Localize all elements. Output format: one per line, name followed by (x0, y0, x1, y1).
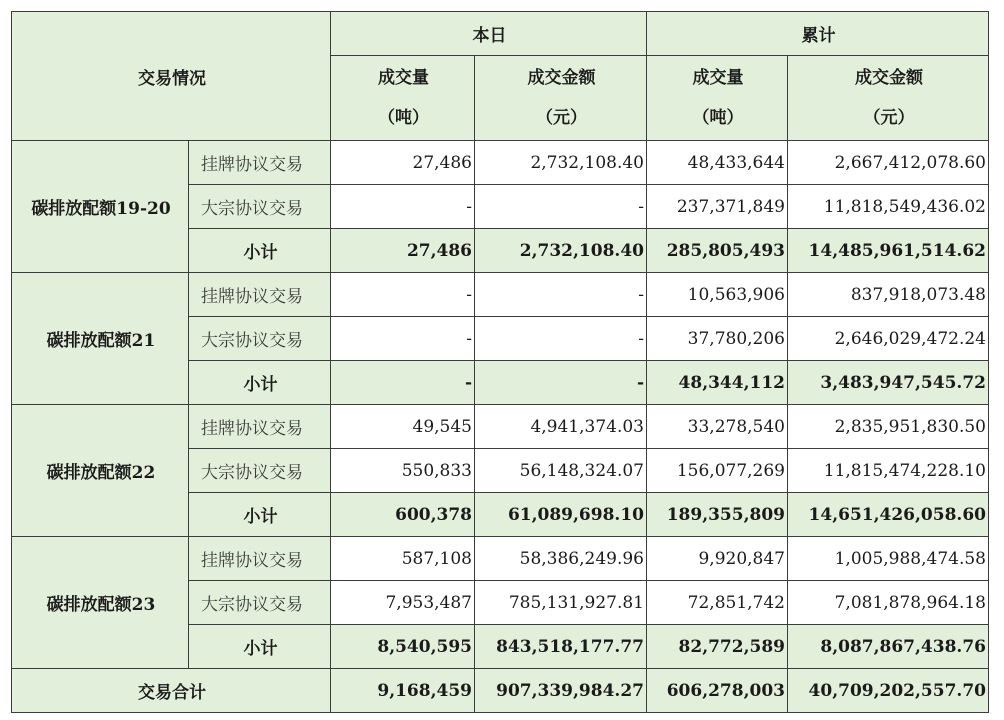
amount-label: 成交金额 (855, 68, 923, 88)
today-amount-cell: - (475, 361, 647, 405)
cumulative-amount-cell: 7,081,878,964.18 (788, 581, 989, 625)
cumulative-volume-cell: 10,563,906 (647, 273, 788, 317)
today-amount-cell: 56,148,324.07 (475, 449, 647, 493)
cumulative-amount-cell: 3,483,947,545.72 (788, 361, 989, 405)
cumulative-volume-cell: 285,805,493 (647, 229, 788, 273)
amount-unit: （元） (863, 108, 915, 128)
today-volume-cell: 600,378 (331, 493, 475, 537)
total-today-amount: 907,339,984.27 (475, 669, 647, 713)
today-volume-cell: - (331, 185, 475, 229)
trade-type-cell: 挂牌协议交易 (189, 141, 331, 185)
trade-type-cell: 挂牌协议交易 (189, 273, 331, 317)
cumulative-amount-cell: 837,918,073.48 (788, 273, 989, 317)
cumulative-volume-cell: 48,344,112 (647, 361, 788, 405)
subtotal-label: 小计 (189, 229, 331, 273)
total-today-volume: 9,168,459 (331, 669, 475, 713)
total-label: 交易合计 (12, 669, 331, 713)
trade-type-cell: 挂牌协议交易 (189, 537, 331, 581)
cumulative-volume-cell: 33,278,540 (647, 405, 788, 449)
cumulative-amount-cell: 2,667,412,078.60 (788, 141, 989, 185)
table-row (12, 273, 989, 317)
today-volume-cell: 550,833 (331, 449, 475, 493)
today-volume-cell: 7,953,487 (331, 581, 475, 625)
table-row (12, 405, 989, 449)
today-amount-cell: 4,941,374.03 (475, 405, 647, 449)
cumulative-volume-cell: 82,772,589 (647, 625, 788, 669)
today-amount-cell: 843,518,177.77 (475, 625, 647, 669)
subtotal-label: 小计 (189, 625, 331, 669)
cumulative-amount-cell: 14,485,961,514.62 (788, 229, 989, 273)
today-volume-cell: 27,486 (331, 141, 475, 185)
today-volume-cell: - (331, 273, 475, 317)
today-amount-cell: 61,089,698.10 (475, 493, 647, 537)
today-amount-cell: - (475, 273, 647, 317)
today-amount-cell: - (475, 185, 647, 229)
today-amount-cell: 2,732,108.40 (475, 141, 647, 185)
group-name-cell: 碳排放配额22 (12, 405, 189, 537)
header-cum-volume (647, 56, 788, 141)
header-today-amount (475, 56, 647, 141)
today-volume-cell: - (331, 317, 475, 361)
header-row-1 (12, 12, 989, 56)
cumulative-amount-cell: 11,815,474,228.10 (788, 449, 989, 493)
trade-type-cell: 挂牌协议交易 (189, 405, 331, 449)
cumulative-amount-cell: 1,005,988,474.58 (788, 537, 989, 581)
cumulative-amount-cell: 2,835,951,830.50 (788, 405, 989, 449)
trade-type-cell: 大宗协议交易 (189, 185, 331, 229)
cumulative-volume-cell: 189,355,809 (647, 493, 788, 537)
table-row (12, 537, 989, 581)
group-name-cell: 碳排放配额23 (12, 537, 189, 669)
header-cum-amount (788, 56, 989, 141)
today-volume-cell: 49,545 (331, 405, 475, 449)
today-volume-cell: 27,486 (331, 229, 475, 273)
cumulative-amount-cell: 8,087,867,438.76 (788, 625, 989, 669)
trade-type-cell: 大宗协议交易 (189, 449, 331, 493)
today-volume-cell: - (331, 361, 475, 405)
cumulative-volume-cell: 156,077,269 (647, 449, 788, 493)
trade-type-cell: 大宗协议交易 (189, 581, 331, 625)
subtotal-label: 小计 (189, 493, 331, 537)
cumulative-amount-cell: 14,651,426,058.60 (788, 493, 989, 537)
cumulative-amount-cell: 11,818,549,436.02 (788, 185, 989, 229)
today-amount-cell: 785,131,927.81 (475, 581, 647, 625)
total-cumulative-amount: 40,709,202,557.70 (788, 669, 989, 713)
volume-unit: （吨） (692, 108, 744, 128)
trade-table (11, 11, 989, 713)
table-row (12, 141, 989, 185)
volume-unit: （吨） (378, 108, 429, 128)
header-cumulative: 累计 (647, 12, 989, 56)
total-cumulative-volume: 606,278,003 (647, 669, 788, 713)
today-amount-cell: - (475, 317, 647, 361)
cumulative-volume-cell: 48,433,644 (647, 141, 788, 185)
header-today: 本日 (331, 12, 647, 56)
today-volume-cell: 8,540,595 (331, 625, 475, 669)
today-amount-cell: 58,386,249.96 (475, 537, 647, 581)
header-today-volume (331, 56, 475, 141)
today-amount-cell: 2,732,108.40 (475, 229, 647, 273)
cumulative-volume-cell: 9,920,847 (647, 537, 788, 581)
trade-type-cell: 大宗协议交易 (189, 317, 331, 361)
cumulative-volume-cell: 37,780,206 (647, 317, 788, 361)
group-name-cell: 碳排放配额21 (12, 273, 189, 405)
amount-label: 成交金额 (527, 68, 596, 88)
today-volume-cell: 587,108 (331, 537, 475, 581)
cumulative-amount-cell: 2,646,029,472.24 (788, 317, 989, 361)
volume-label: 成交量 (692, 68, 744, 88)
subtotal-label: 小计 (189, 361, 331, 405)
cumulative-volume-cell: 72,851,742 (647, 581, 788, 625)
amount-unit: （元） (536, 108, 587, 128)
total-row (12, 669, 989, 713)
cumulative-volume-cell: 237,371,849 (647, 185, 788, 229)
volume-label: 成交量 (378, 68, 429, 88)
group-name-cell: 碳排放配额19-20 (12, 141, 189, 273)
header-corner: 交易情况 (12, 12, 331, 141)
